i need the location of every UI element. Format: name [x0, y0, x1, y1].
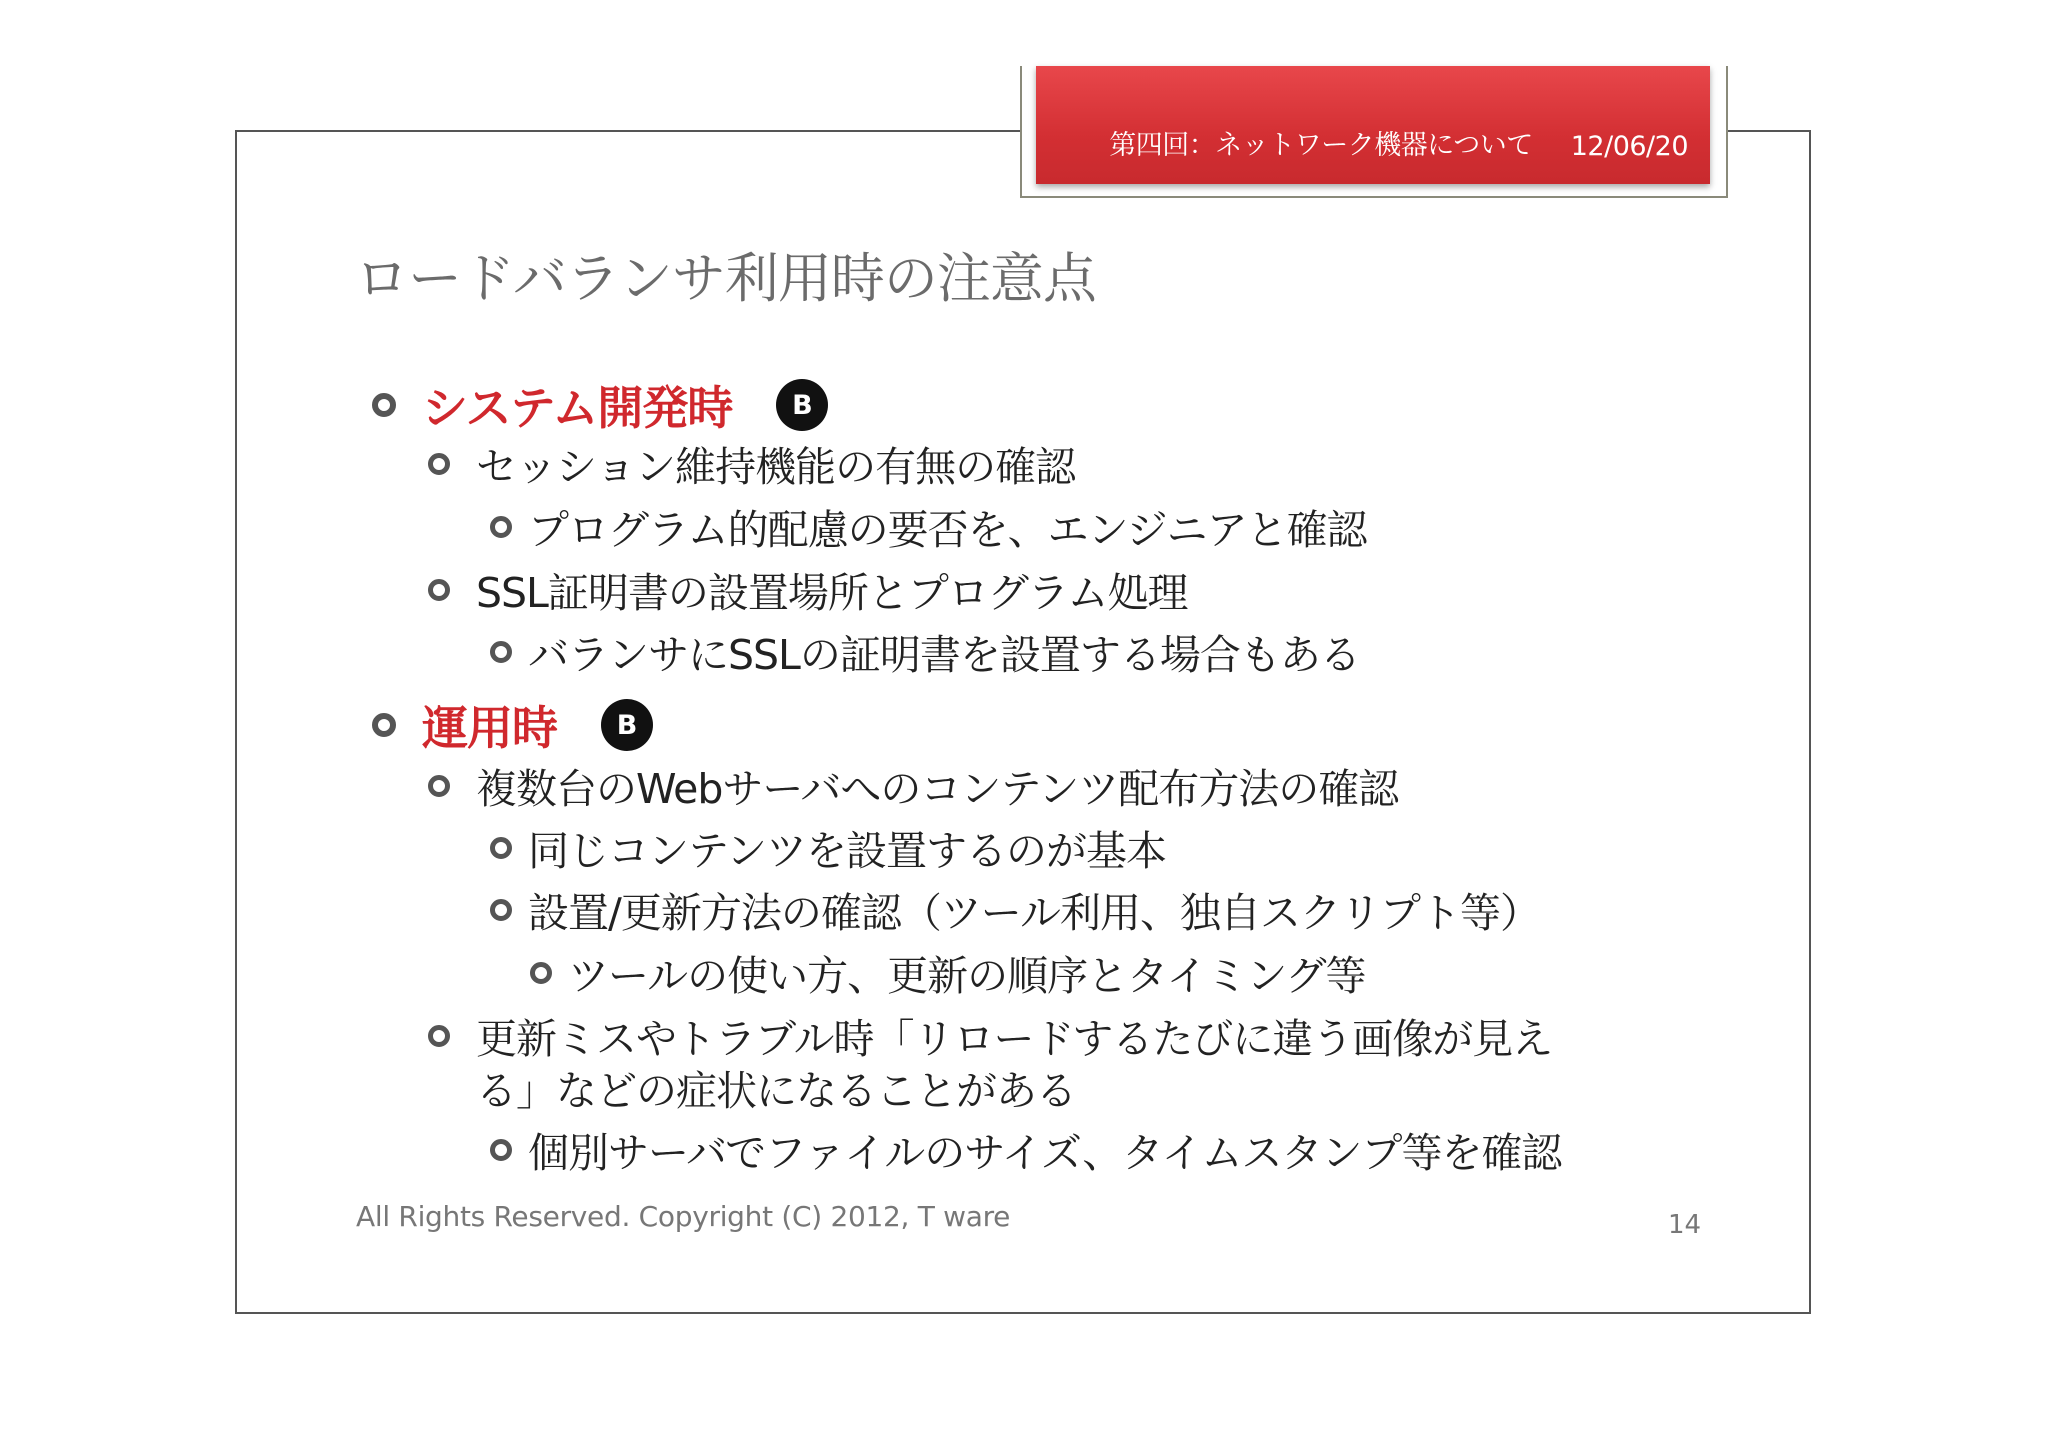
header-title: 第四回：ネットワーク機器について — [1109, 130, 1533, 161]
badge-b-icon: B — [601, 699, 653, 751]
list-item-label: システム開発時 — [422, 381, 733, 435]
list-item-label: プログラム的配慮の要否を、エンジニアと確認 — [528, 506, 1367, 554]
list-item-label: 更新ミスやトラブル時「リロードするたびに違う画像が見え — [476, 1015, 1553, 1063]
bullet-icon — [490, 837, 512, 859]
header-date: 12/06/20 — [1570, 131, 1688, 162]
list-item-label: 運用時 — [422, 701, 557, 755]
list-item — [490, 1120, 1561, 1179]
list-item-label: 複数台のWebサーバへのコンテンツ配布方法の確認 — [476, 765, 1399, 813]
list-item-label: SSL証明書の設置場所とプログラム処理 — [476, 569, 1188, 617]
list-item — [490, 818, 1166, 877]
bullet-icon — [372, 393, 396, 417]
bullet-icon — [490, 641, 512, 663]
list-item-label: ツールの使い方、更新の順序とタイミング等 — [568, 952, 1366, 1000]
list-item-continuation: る」などの症状になることがある — [476, 1067, 1076, 1115]
list-item-label: バランサにSSLの証明書を設置する場合もある — [528, 631, 1360, 679]
list-item — [490, 880, 1540, 939]
list-item — [428, 434, 1075, 493]
list-item — [530, 943, 1366, 1002]
slide-title: ロードバランサ利用時の注意点 — [355, 247, 1096, 310]
bullet-icon — [428, 579, 450, 601]
bullet-icon — [490, 899, 512, 921]
list-item — [428, 1006, 1552, 1065]
list-item — [490, 622, 1360, 681]
list-item-label: 同じコンテンツを設置するのが基本 — [528, 827, 1166, 875]
footer-copyright: All Rights Reserved. Copyright (C) 2012, T ware — [356, 1200, 1011, 1233]
list-item-label: セッション維持機能の有無の確認 — [476, 443, 1076, 491]
list-item — [428, 560, 1187, 619]
page-number: 14 — [1668, 1210, 1702, 1240]
bullet-icon — [428, 775, 450, 797]
list-item-system-dev — [372, 372, 828, 438]
list-item-label: 設置/更新方法の確認（ツール利用、独自スクリプト等） — [528, 889, 1540, 937]
bullet-icon — [428, 453, 450, 475]
list-item-label: 個別サーバでファイルのサイズ、タイムスタンプ等を確認 — [528, 1129, 1562, 1177]
bullet-icon — [372, 713, 396, 737]
bullet-icon — [428, 1025, 450, 1047]
bullet-icon — [530, 962, 552, 984]
list-item — [490, 497, 1367, 556]
list-item-operation — [372, 692, 653, 758]
header-banner — [1036, 66, 1710, 184]
badge-b-icon: B — [776, 379, 828, 431]
bullet-icon — [490, 516, 512, 538]
bullet-icon — [490, 1139, 512, 1161]
list-item — [428, 756, 1398, 815]
